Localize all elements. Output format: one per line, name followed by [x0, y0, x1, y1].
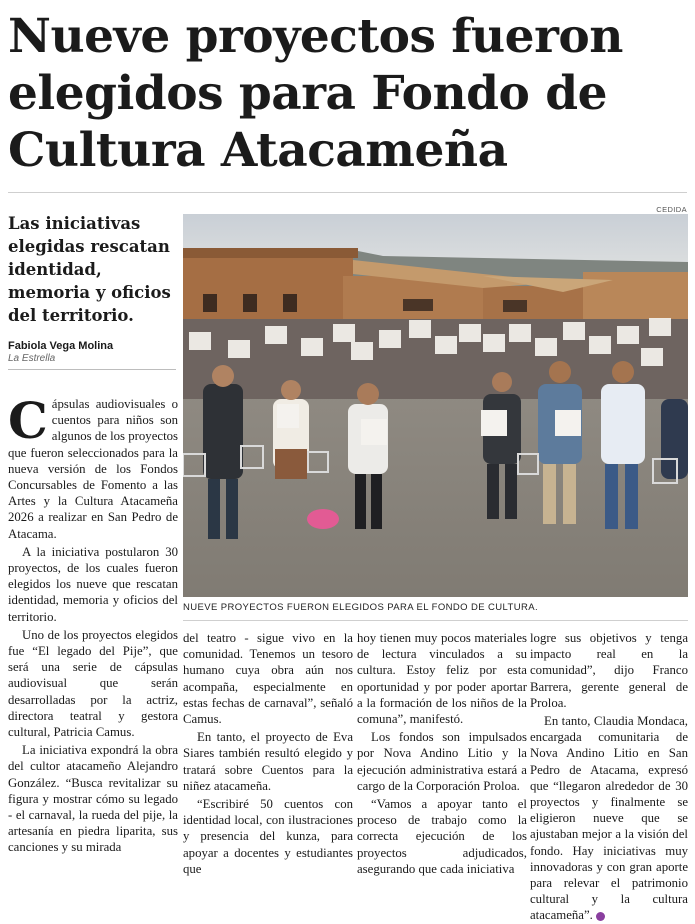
- paragraph: A la iniciativa postularon 30 proyectos, de los cuales fueron elegidos los nueve que rescatan identidad, memoria y oficios del territorio.: [8, 544, 178, 624]
- headline-divider: [8, 192, 687, 193]
- caption-divider: [183, 620, 688, 621]
- byline-outlet: La Estrella: [8, 353, 56, 364]
- end-mark-icon: [596, 912, 605, 921]
- article-column-4: [530, 630, 688, 924]
- paragraph: “Vamos a apoyar tanto el proceso de trabajo como la correcta ejecución de los proyectos adjudicados, asegurando que cada iniciativa: [357, 797, 527, 876]
- paragraph: La iniciativa expondrá la obra del cultor atacameño Alejandro González. “Busca revitalizar su figura y mostrar cómo su legado - el carnaval, la rueda del pije, la artesanía en piedra liparita, sus canciones y su mirada: [8, 743, 178, 855]
- photo-caption: NUEVE PROYECTOS FUERON ELEGIDOS PARA EL FONDO DE CULTURA.: [183, 602, 539, 613]
- paragraph: hoy tienen muy pocos materiales de lectura vinculados a su cultura. Estoy feliz por esta oportunidad y por poder aportar a la formación de los niños de la comuna”, manifestó.: [357, 631, 527, 727]
- paragraph: del teatro - sigue vivo en la comunidad. Tenemos un tesoro humano cuya obra aún nos acompaña, especialmente en estas fechas de carnaval”, señaló Camus.: [183, 631, 353, 727]
- paragraph: En tanto, Claudia Mondaca, encargada comunitaria de Nova Andino Litio en San Pedro de Atacama, expresó que “llegaron alrededor de 30 proyectos y finalmente se eligieron nueve que se ajustaban mejor a la visión del fondo. Hay iniciativas muy innovadoras y con gran aporte para relevar el patrimonio cultural y la cultura atacameña”.: [530, 714, 688, 923]
- subheadline: Las iniciativas elegidas rescatan identidad, memoria y oficios del territorio.: [8, 214, 171, 325]
- article-column-1: [8, 391, 178, 856]
- article-column-3: [357, 630, 527, 877]
- article-column-2: [183, 630, 353, 877]
- paragraph: “Escribiré 50 cuentos con identidad local, con ilustraciones y presencia del kunza, para apoyar a docentes y estudiantes que: [183, 797, 353, 876]
- paragraph: Cápsulas audiovisuales o cuentos para niños son algunos de los proyectos que fueron seleccionados para la nueva versión de los Fondos Concursables de Fomento a las Artes y la Cultura Atacameña 2026 a realizar en San Pedro de Atacama.: [8, 391, 178, 541]
- photo-credit: CEDIDA: [656, 205, 687, 214]
- drop-cap: C: [8, 391, 48, 450]
- byline-author: Fabiola Vega Molina: [8, 340, 114, 352]
- paragraph: Los fondos son impulsados por Nova Andino Litio y la ejecución administrativa estará a cargo de la Corporación Proloa.: [357, 730, 527, 793]
- article-photo: [183, 214, 688, 597]
- byline-divider: [8, 369, 176, 370]
- paragraph: Uno de los proyectos elegidos fue “El legado del Pije”, que será una serie de cápsulas audiovisual que serán desarrolladas por la actriz, directora teatral y gestora cultural, Patricia Camus.: [8, 627, 178, 740]
- headline: Nueve proyectos fueron elegidos para Fondo de Cultura Atacameña: [8, 9, 623, 178]
- paragraph: En tanto, el proyecto de Eva Siares también resultó elegido y tratará sobre Cuentos para la niñez atacameña.: [183, 730, 353, 793]
- paragraph: logre sus objetivos y tenga impacto real en la comunidad”, dijo Franco Barrera, gerente general de Proloa.: [530, 631, 688, 710]
